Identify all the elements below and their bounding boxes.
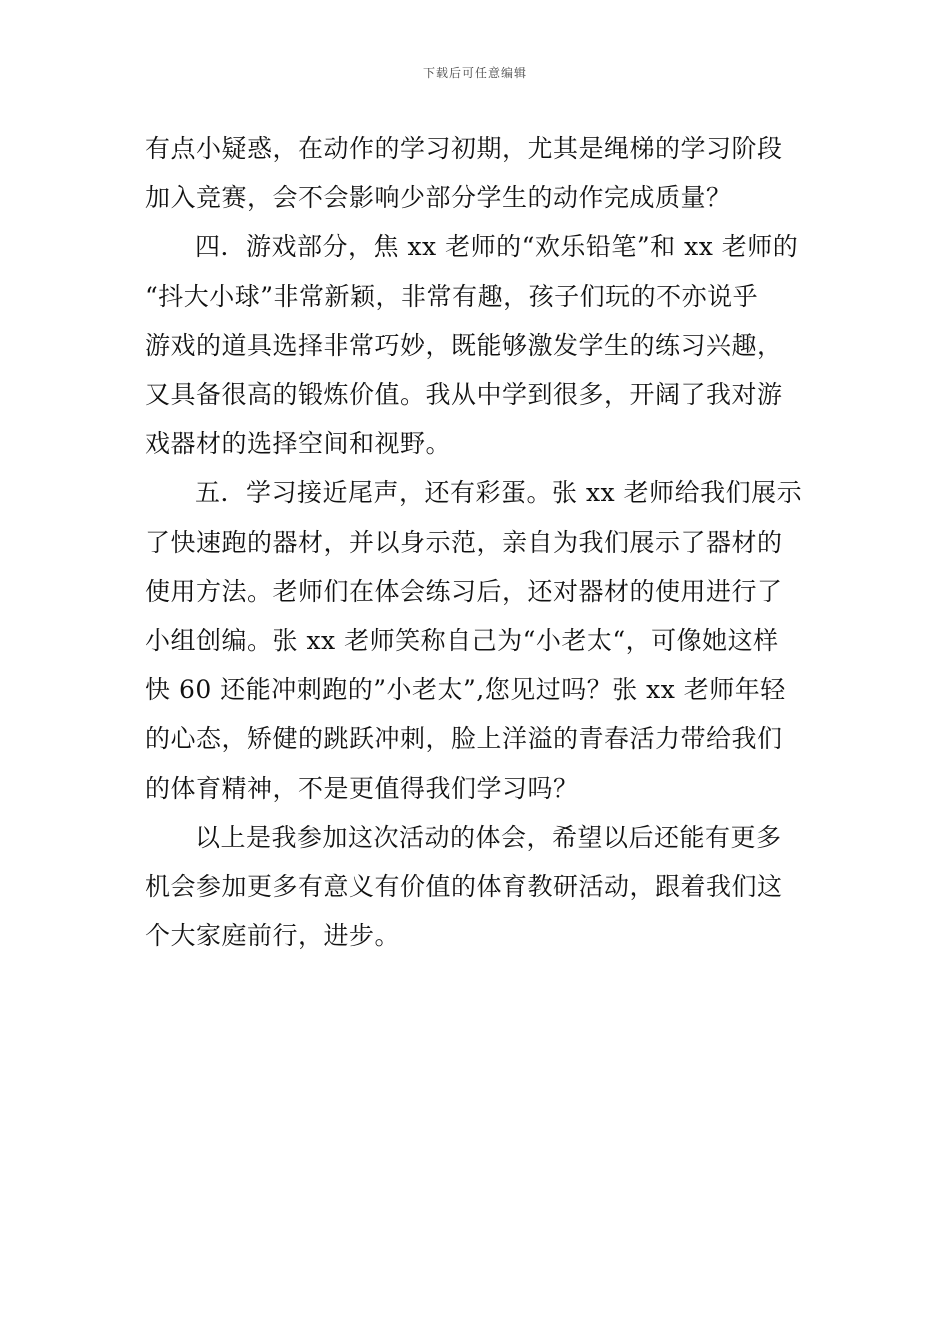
paragraph-line: 的体育精神，不是更值得我们学习吗？ — [145, 773, 579, 803]
paragraph-line: 五．学习接近尾声，还有彩蛋。张 xx 老师给我们展示 — [195, 478, 803, 508]
paragraph-2 — [145, 222, 810, 468]
paragraph-line: 四．游戏部分，焦 xx 老师的“欢乐铅笔”和 xx 老师的 — [195, 232, 799, 262]
paragraph-line: 的心态，矫健的跳跃冲刺，脸上洋溢的青春活力带给我们 — [145, 724, 783, 754]
paragraph-line: 快 60 还能冲刺跑的”小老太”,您见过吗？张 xx 老师年轻 — [145, 675, 786, 705]
paragraph-line: 戏器材的选择空间和视野。 — [145, 429, 452, 459]
paragraph-4 — [145, 813, 810, 961]
page-header: 下载后可任意编辑 — [422, 66, 527, 80]
paragraph-1 — [145, 124, 810, 222]
paragraph-3 — [145, 468, 810, 812]
paragraph-line: 游戏的道具选择非常巧妙，既能够激发学生的练习兴趣， — [145, 330, 783, 360]
paragraph-line: 机会参加更多有意义有价值的体育教研活动，跟着我们这 — [145, 872, 783, 902]
paragraph-line: 小组创编。张 xx 老师笑称自己为“小老太“，可像她这样 — [145, 626, 779, 656]
paragraph-line: 了快速跑的器材，并以身示范，亲自为我们展示了器材的 — [145, 527, 783, 557]
paragraph-line: “抖大小球”非常新颖，非常有趣，孩子们玩的不亦说乎 — [145, 281, 759, 311]
paragraph-line: 加入竞赛，会不会影响少部分学生的动作完成质量？ — [145, 183, 732, 213]
paragraph-line: 使用方法。老师们在体会练习后，还对器材的使用进行了 — [145, 576, 783, 606]
paragraph-line: 有点小疑惑，在动作的学习初期，尤其是绳梯的学习阶段 — [145, 134, 783, 163]
paragraph-line: 又具备很高的锻炼价值。我从中学到很多，开阔了我对游 — [145, 380, 783, 410]
paragraph-line: 以上是我参加这次活动的体会，希望以后还能有更多 — [195, 822, 782, 852]
document-body — [145, 124, 810, 960]
paragraph-line: 个大家庭前行，进步。 — [145, 921, 401, 951]
